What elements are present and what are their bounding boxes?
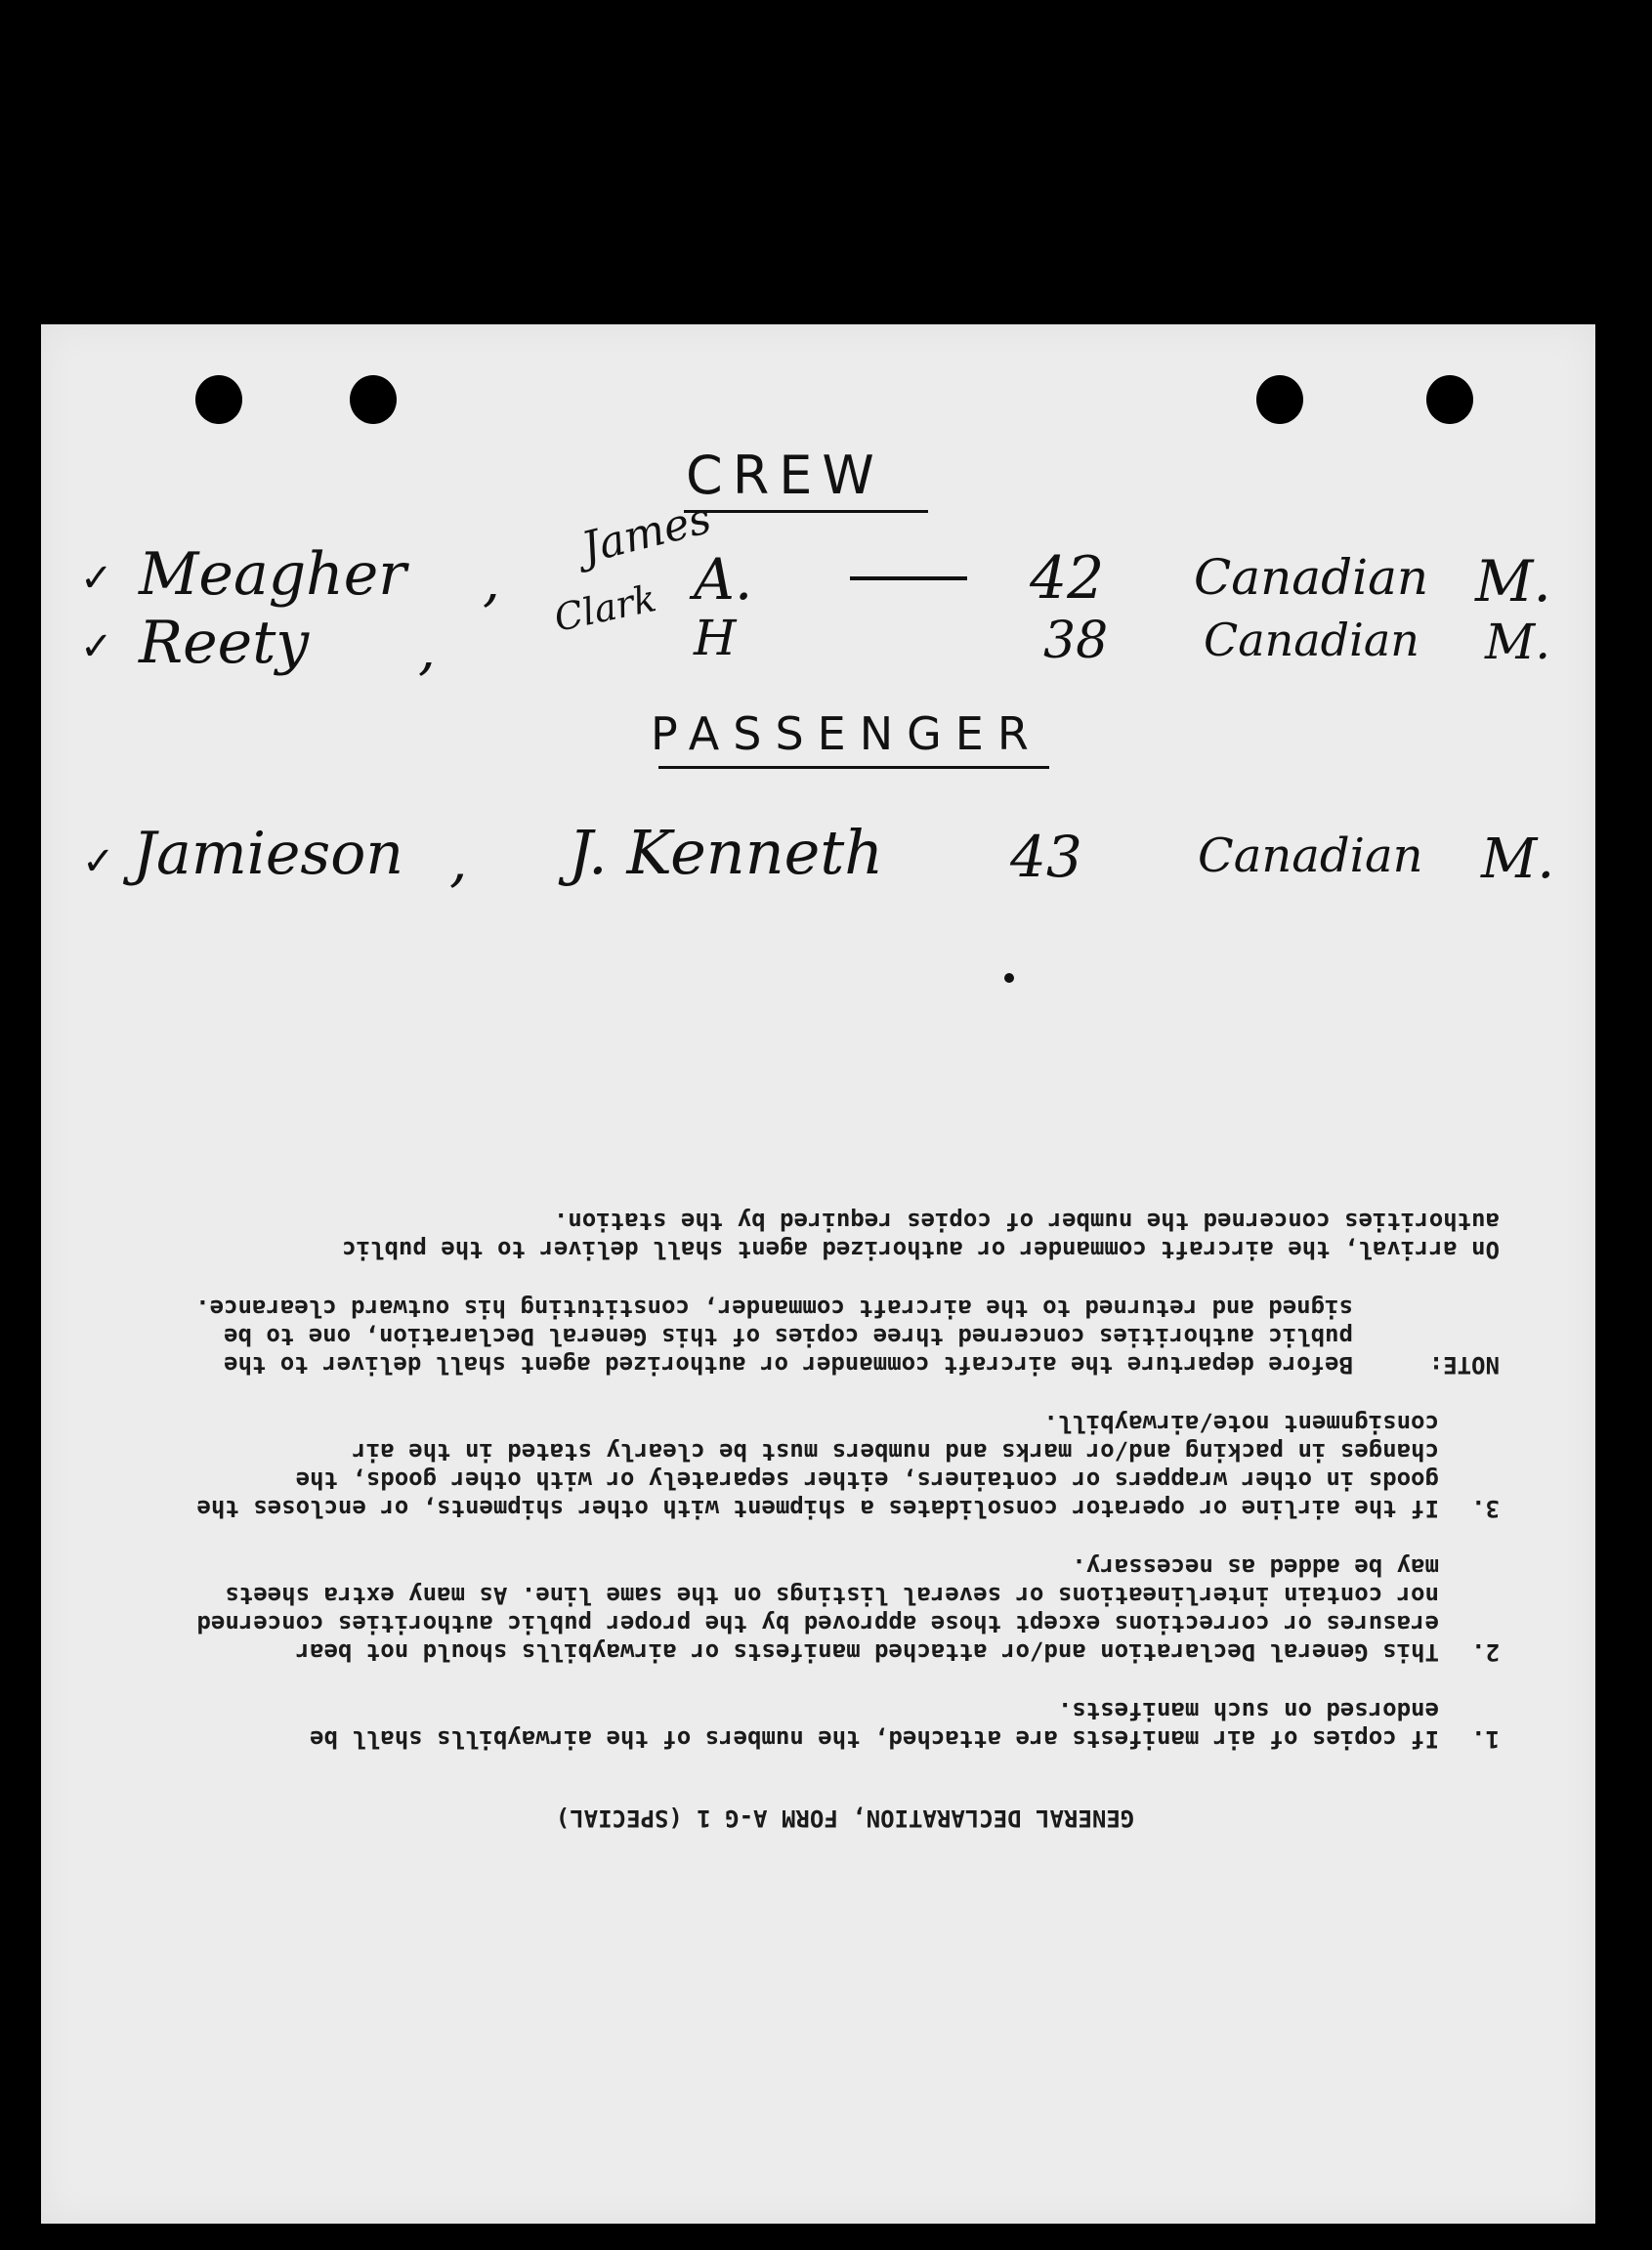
crew-2-surname: Reety: [139, 609, 310, 677]
instruction-item-3: [191, 1409, 1500, 1522]
crew-2-given-note: Clark: [550, 576, 660, 640]
crew-heading: CREW: [686, 445, 884, 506]
crew-2-separator: ,: [418, 618, 436, 682]
passenger-1-given: J. Kenneth: [569, 817, 884, 888]
crew-1-nationality: Canadian: [1194, 549, 1429, 606]
crew-1-given-note: James: [576, 492, 716, 573]
note-label: NOTE:: [1428, 1351, 1500, 1379]
crew-1-check-mark: ✓: [80, 556, 113, 601]
punch-hole-3: [1256, 375, 1303, 424]
form-title: GENERAL DECLARATION, FORM A-G 1 (SPECIAL): [555, 1804, 1135, 1832]
crew-2-nationality: Canadian: [1204, 614, 1419, 666]
crew-2-given-initial: H: [694, 610, 737, 666]
punch-hole-1: [195, 375, 242, 424]
instruction-text: If copies of air manifests are attached, the numbers of the airwaybills shall be endorsed on such manifests.: [310, 1697, 1439, 1753]
punch-hole-4: [1426, 375, 1473, 424]
instruction-number: 1.: [1471, 1725, 1500, 1753]
crew-2-sex: M.: [1485, 614, 1551, 670]
instruction-number: 2.: [1471, 1638, 1500, 1666]
passenger-1-separator: ,: [449, 828, 468, 894]
crew-1-dash: [850, 576, 967, 580]
crew-1-surname: Meagher: [139, 540, 406, 609]
passenger-1-surname: Jamieson: [133, 820, 403, 888]
note-block: [191, 1294, 1500, 1379]
typed-instructions-upside-down: [191, 1207, 1500, 1832]
passenger-1-age: 43: [1010, 824, 1082, 890]
instruction-item-1: [191, 1696, 1500, 1753]
instruction-number: 3.: [1471, 1495, 1500, 1522]
passenger-1-nationality: Canadian: [1198, 828, 1423, 883]
passenger-1-check-mark: ✓: [82, 839, 115, 884]
passenger-1-sex: M.: [1481, 828, 1555, 891]
crew-1-age: 42: [1030, 544, 1105, 613]
crew-1-sex: M.: [1475, 548, 1551, 615]
passenger-heading-underline: [658, 766, 1049, 769]
crew-2-age: 38: [1043, 612, 1109, 670]
instruction-text: This General Declaration and/or attached manifests or airwaybills should not bear erasures or corrections except those approved by the proper public authorities concerned nor contain interlineations or several listings on the same line. As many extra sheets may be added as necessary.: [196, 1553, 1439, 1666]
ink-dot: [1004, 973, 1014, 983]
passenger-heading: PASSENGER: [651, 707, 1042, 760]
arrival-text: On arrival, the aircraft commander or authorized agent shall deliver to the public authorities concerned the number of copies required by the station.: [342, 1208, 1500, 1263]
crew-1-separator: ,: [483, 550, 500, 614]
punch-hole-2: [350, 375, 397, 424]
instruction-item-2: [191, 1552, 1500, 1666]
crew-2-check-mark: ✓: [80, 624, 113, 669]
crew-1-given-initial: A.: [694, 546, 753, 613]
instruction-text: If the airline or operator consolidates a shipment with other shipments, or encloses the goods in other wrappers or containers, either separately or with other goods, the changes in packing and/or marks and numbers must be clearly stated in the air consignment note/airwaybill.: [196, 1410, 1439, 1522]
crew-heading-underline: [684, 510, 928, 513]
note-text: Before departure the aircraft commander or authorized agent shall deliver to the public authorities concerned three copies of this General Declaration, one to be signed and returned to the aircraft commander, constituting his outward clearance.: [195, 1295, 1353, 1379]
